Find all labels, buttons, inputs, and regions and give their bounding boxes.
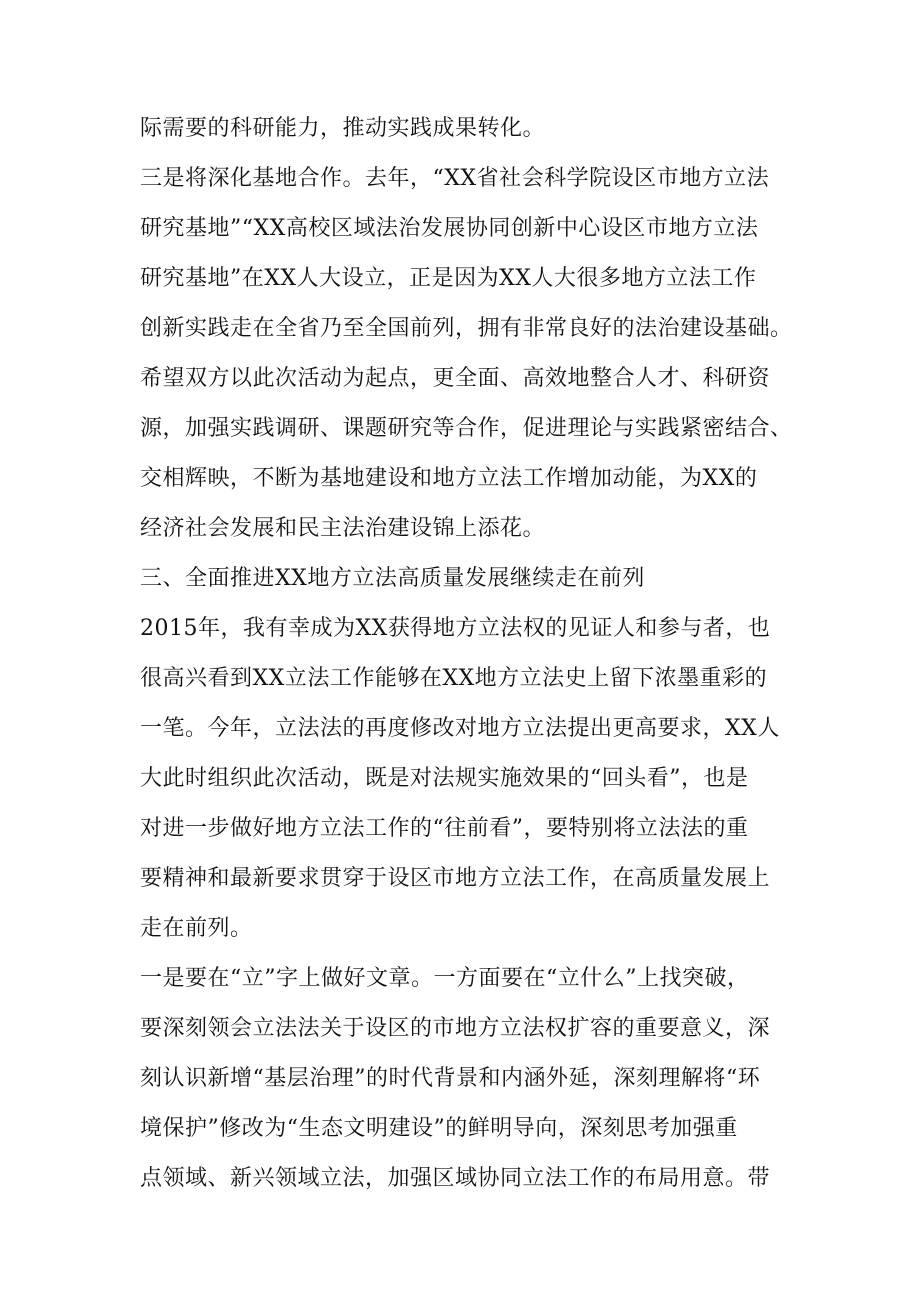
text-line: 创新实践走在全省乃至全国前列，拥有非常良好的法治建设基础。 xyxy=(140,316,793,341)
text-line: 对进一步做好地方立法工作的“往前看”，要特别将立法法的重 xyxy=(140,816,749,841)
text-line: 交相辉映，不断为基地建设和地方立法工作增加动能，为XX的 xyxy=(140,466,758,491)
text-line: 源，加强实践调研、课题研究等合作，促进理论与实践紧密结合、 xyxy=(140,416,793,441)
text-line: 研究基地”“XX高校区域法治发展协同创新中心设区市地方立法 xyxy=(140,216,759,241)
text-line: 很高兴看到XX立法工作能够在XX地方立法史上留下浓墨重彩的 xyxy=(140,666,768,691)
text-line: 境保护”修改为“生态文明建设”的鲜明导向，深刻思考加强重 xyxy=(140,1116,738,1141)
text-line: 走在前列。 xyxy=(140,916,253,941)
section-heading: 三、全面推进XX地方立法高质量发展继续走在前列 xyxy=(140,566,645,591)
text-line: 希望双方以此次活动为起点，更全面、高效地整合人才、科研资 xyxy=(140,366,771,391)
text-line: 刻认识新增“基层治理”的时代背景和内涵外延，深刻理解将“环 xyxy=(140,1066,761,1091)
text-line: 研究基地”在XX人大设立，正是因为XX人大很多地方立法工作 xyxy=(140,266,757,291)
text-line: 一是要在“立”字上做好文章。一方面要在“立什么”上找突破， xyxy=(140,966,750,991)
text-line: 2015年，我有幸成为XX获得地方立法权的见证人和参与者，也 xyxy=(140,616,771,641)
text-line: 三是将深化基地合作。去年，“XX省社会科学院设区市地方立法 xyxy=(140,166,770,191)
text-line: 大此时组织此次活动，既是对法规实施效果的“回头看”，也是 xyxy=(140,766,749,791)
text-line: 要深刻领会立法法关于设区的市地方立法权扩容的重要意义，深 xyxy=(140,1016,771,1041)
text-line: 经济社会发展和民主法治建设锦上添花。 xyxy=(140,516,546,541)
text-line: 际需要的科研能力，推动实践成果转化。 xyxy=(140,116,546,141)
text-line: 一笔。今年，立法法的再度修改对地方立法提出更高要求，XX人 xyxy=(140,716,780,741)
text-line: 点领域、新兴领域立法，加强区域协同立法工作的布局用意。带 xyxy=(140,1166,771,1191)
text-line: 要精神和最新要求贯穿于设区市地方立法工作，在高质量发展上 xyxy=(140,866,771,891)
